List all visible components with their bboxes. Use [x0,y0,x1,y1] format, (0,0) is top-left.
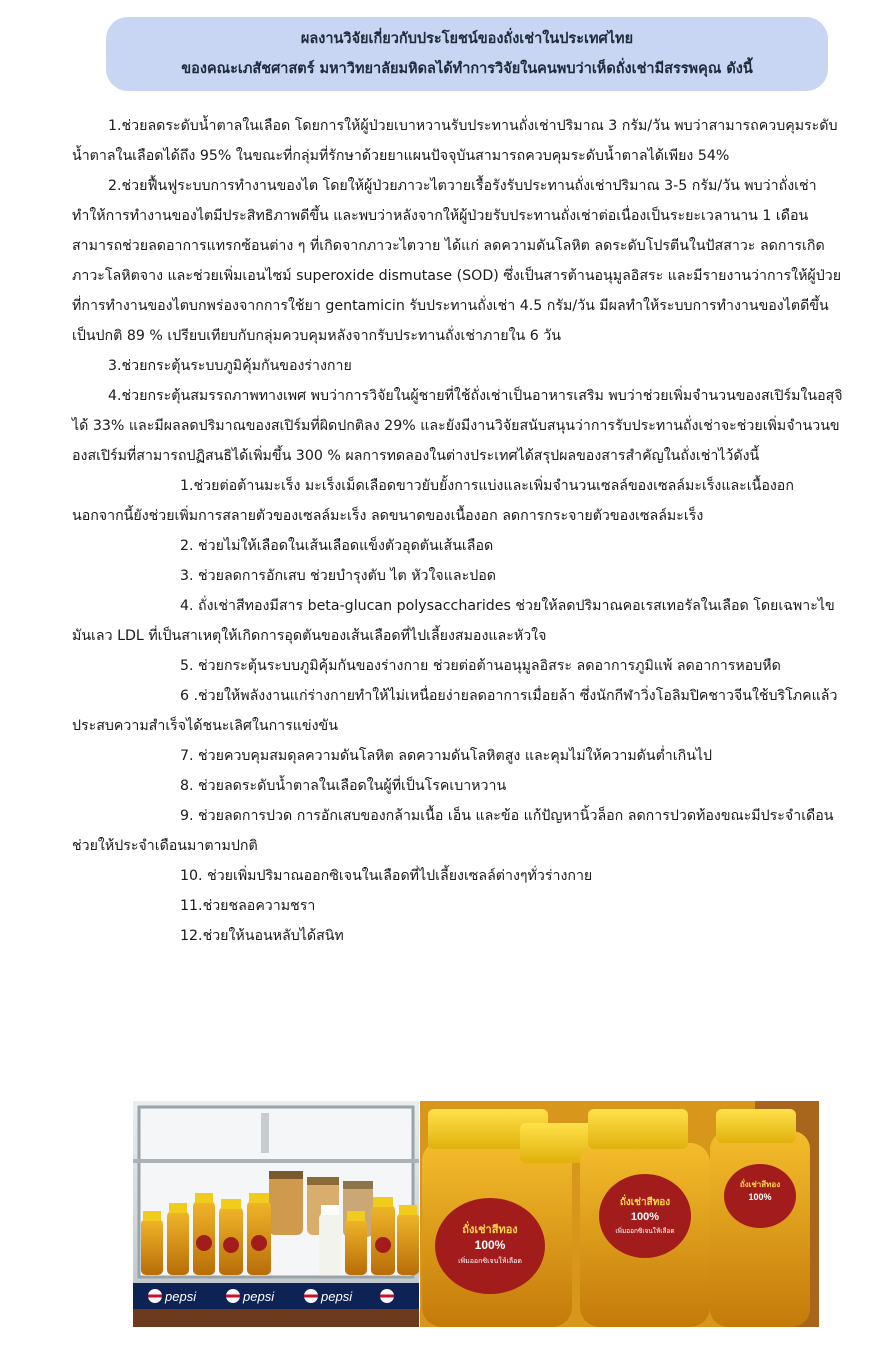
sub-point-8: 8. ช่วยลดระดับน้ำตาลในเลือดในผู้ที่เป็นโรคเบาหวาน [180,778,507,794]
svg-text:ถั่งเช่าสีทอง: ถั่งเช่าสีทอง [619,1197,671,1208]
title-line-2: ของคณะเภสัชศาสตร์ มหาวิทยาลัยมหิดลได้ทำการวิจัยในคนพบว่าเห็ดถั่งเช่ามีสรรพคุณ ดังนี้ [181,61,753,77]
point-1-blood-sugar: 1.ช่วยลดระดับน้ำตาลในเลือด โดยการให้ผู้ป่วยเบาหวานรับประทานถั่งเช่าปริมาณ 3 กรัม/วัน พบว่าสามารถควบคุมระดับน้ำตาลในเลือดได้ถึง 95% ในขณะที่กลุ่มที่รักษาด้วยยาแผนปัจจุบันสามารถควบคุมระดับน้ำตาลได้เพียง 54% [72,118,838,164]
svg-text:เพิ่มออกซิเจนให้เลือด: เพิ่มออกซิเจนให้เลือด [615,1228,675,1235]
sub-point-3: 3. ช่วยลดการอักเสบ ช่วยบำรุงตับ ไต หัวใจและปอด [180,568,496,584]
svg-text:ถั่งเช่าสีทอง: ถั่งเช่าสีทอง [462,1224,518,1236]
title-banner [106,17,828,91]
svg-text:100%: 100% [630,1211,660,1223]
bottles-closeup-photo [420,1101,819,1327]
point-2-kidney: 2.ช่วยฟื้นฟูระบบการทำงานของไต โดยให้ผู้ป่วยภาวะไตวายเรื้อรังรับประทานถั่งเช่าปริมาณ 3-5 กรัม/วัน พบว่าถั่งเช่าทำให้การทำงานของไตมีประสิทธิภาพดีขึ้น และพบว่าหลังจากให้ผู้ป่วยรับประทานถั่งเช่าต่อเนื่องเป็นระยะเวลานาน 1 เดือน สามารถช่วยลดอาการแทรกซ้อนต่าง ๆ ที่เกิดจากภาวะไตวาย ได้แก่ ลดความดันโลหิต ลดระดับโปรตีนในปัสสาวะ ลดการเกิดภาวะโลหิตจาง และช่วยเพิ่มเอนไซม์ superoxide dismutase (SOD) ซึ่งเป็นสารต้านอนุมูลอิสระ และมีรายงานว่าการให้ผู้ป่วยที่การทำงานของไตบกพร่องจากการใช้ยา gentamicin รับประทานถั่งเช่า 4.5 กรัม/วัน มีผลทำให้ระบบการทำงานของไตดีขึ้นเป็นปกติ 89 % เปรียบเทียบกับกลุ่มควบคุมหลังจากรับประทานถั่งเช่าภายใน 6 วัน [72,178,842,344]
sub-point-1: 1.ช่วยต่อต้านมะเร็ง มะเร็งเม็ดเลือดขาวยับยั้งการแบ่งและเพิ่มจำนวนเซลล์ของเซลล์มะเร็งและเนื้องอก นอกจากนี้ยังช่วยเพิ่มการสลายตัวของเซลล์มะเร็ง ลดขนาดของเนื้องอก ลดการกระจายตัวของเซลล์มะเร็ง [72,478,794,524]
title-line-1: ผลงานวิจัยเกี่ยวกับประโยชน์ของถั่งเช่าในประเทศไทย [300,31,634,47]
sub-point-11: 11.ช่วยชลอความชรา [180,898,316,914]
svg-text:เพิ่มออกซิเจนให้เลือด: เพิ่มออกซิเจนให้เลือด [458,1258,522,1265]
svg-text:pepsi: pepsi [243,1289,275,1304]
sub-point-4: 4. ถั่งเช่าสีทองมีสาร beta-glucan polysaccharides ช่วยให้ลดปริมาณคอเรสเทอรัลในเลือด โดยเฉพาะไขมันเลว LDL ที่เป็นสาเหตุให้เกิดการอุดตันของเส้นเลือดที่ไปเลี้ยงสมองและหัวใจ [72,598,835,644]
sub-point-7: 7. ช่วยควบคุมสมดุลความดันโลหิต ลดความดันโลหิตสูง และคุมไม่ให้ความดันต่ำเกินไป [180,748,713,764]
svg-text:100%: 100% [474,1238,506,1252]
point-4-sexual-performance: 4.ช่วยกระตุ้นสมรรถภาพทางเพศ พบว่าการวิจัยในผู้ชายที่ใช้ถั่งเช่าเป็นอาหารเสริม พบว่าช่วยเพิ่มจำนวนของสเปิร์มในอสุจิได้ 33% และมีผลลดปริมาณของสเปิร์มที่ผิดปกติลง 29% และยังมีงานวิจัยสนับสนุนว่าการรับประทานถั่งเช่าจะช่วยเพิ่มจำนวนของสเปิร์มที่สามารถปฏิสนธิได้เพิ่มขึ้น 300 % ผลการทดลองในต่างประเทศได้สรุปผลของสารสำคัญในถั่งเช่าไว้ดังนี้ [72,388,843,464]
sub-point-9: 9. ช่วยลดการปวด การอักเสบของกล้ามเนื้อ เอ็น และข้อ แก้ปัญหานิ้วล็อก ลดการปวดท้องขณะมีประจำเดือน ช่วยให้ประจำเดือนมาตามปกติ [72,808,834,854]
sub-point-10: 10. ช่วยเพิ่มปริมาณออกซิเจนในเลือดที่ไปเลี้ยงเซลล์ต่างๆทั่วร่างกาย [180,868,593,884]
svg-text:ถั่งเช่าสีทอง: ถั่งเช่าสีทอง [739,1180,781,1189]
sub-point-6: 6 .ช่วยให้พลังงานแก่ร่างกายทำให้ไม่เหนื่อยง่ายลดอาการเมื่อยล้า ซึ่งนักกีฬาวิ่งโอลิมปิคชาวจีนใช้บริโภคแล้วประสบความสำเร็จได้ชนะเลิศในการแข่งขัน [72,688,838,734]
article-body [72,111,848,951]
svg-text:100%: 100% [748,1192,772,1202]
point-3-immune: 3.ช่วยกระตุ้นระบบภูมิคุ้มกันของร่างกาย [108,358,352,374]
svg-text:pepsi: pepsi [321,1289,353,1304]
sub-point-2: 2. ช่วยไม่ให้เลือดในเส้นเลือดแข็งตัวอุดตันเส้นเลือด [180,538,494,554]
product-photos [133,1101,819,1327]
sub-point-12: 12.ช่วยให้นอนหลับได้สนิท [180,928,344,944]
sub-point-5: 5. ช่วยกระตุ้นระบบภูมิคุ้มกันของร่างกาย ช่วยต่อต้านอนุมูลอิสระ ลดอาการภูมิแพ้ ลดอาการหอบหืด [180,658,781,674]
fridge-photo [133,1101,419,1327]
svg-text:pepsi: pepsi [165,1289,197,1304]
